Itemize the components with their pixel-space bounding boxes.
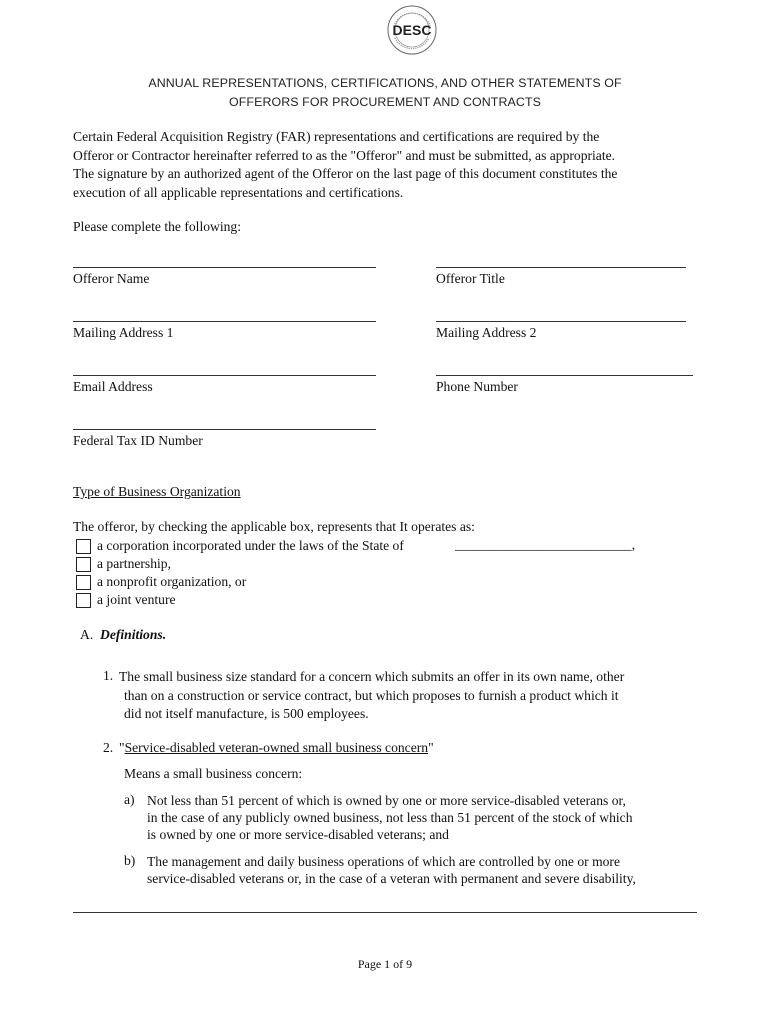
item-2-means: Means a small business concern: [124,766,303,781]
item-1-number: 1. [103,668,114,683]
section-a-title: Definitions. [100,627,167,642]
nonprofit-checkbox[interactable] [76,575,91,590]
item-2-number: 2. [103,740,114,755]
item-2b-text [147,853,707,887]
mailing-address-1-line[interactable] [73,321,376,322]
item-2a-marker: a) [124,792,135,807]
option-nonprofit [76,573,246,591]
mailing-address-2-label: Mailing Address 2 [436,325,537,340]
email-address-line[interactable] [73,375,376,376]
logo-text: DESC [392,22,432,38]
document-title-line-2: OFFERORS FOR PROCUREMENT AND CONTRACTS [229,95,541,109]
desc-logo [386,4,438,56]
item-1-line: did not itself manufacture, is 500 employees. [124,706,369,721]
partnership-checkbox[interactable] [76,557,91,572]
intro-line: Offeror or Contractor hereinafter referred to as the "Offeror" and must be submitted, as appropriate. [73,147,616,163]
intro-line: execution of all applicable representations and certifications. [73,184,404,200]
offeror-title-line[interactable] [436,267,686,268]
nonprofit-label: a nonprofit organization, or [97,574,247,589]
federal-tax-id-line[interactable] [73,429,376,430]
business-org-heading: Type of Business Organization [73,484,241,499]
item-1-text [119,668,709,724]
option-partnership [76,555,171,573]
phone-number-line[interactable] [436,375,693,376]
item-2-heading [119,740,434,756]
footer-rule [73,912,697,913]
complete-prompt: Please complete the following: [73,219,241,234]
item-2b-line: The management and daily business operations of which are controlled by one or more [147,854,620,869]
item-2a-text [147,792,707,843]
intro-line: The signature by an authorized agent of the Offeror on the last page of this document constitutes the [73,166,618,181]
offeror-name-label: Offeror Name [73,271,150,286]
item-2a-line: is owned by one or more service-disabled veterans; and [147,827,449,842]
corporation-label: a corporation incorporated under the laws of the State of [97,538,404,553]
item-2b-marker: b) [124,853,136,868]
joint-venture-checkbox[interactable] [76,593,91,608]
mailing-address-1-label: Mailing Address 1 [73,325,174,340]
item-1-line: The small business size standard for a concern which submits an offer in its own name, other [119,669,625,684]
state-blank[interactable]: __________________________, [455,537,636,552]
item-2a-line: in the case of any publicly owned business, not less than 51 percent of the stock of which [147,810,633,825]
offeror-name-line[interactable] [73,267,376,268]
section-a-marker: A. [80,627,94,642]
intro-line: Certain Federal Acquisition Registry (FAR) representations and certifications are required by the [73,129,600,144]
corporation-checkbox[interactable] [76,539,91,554]
page-number: Page 1 of 9 [357,957,413,971]
offeror-title-label: Offeror Title [436,271,505,286]
mailing-address-2-line[interactable] [436,321,686,322]
phone-number-label: Phone Number [436,379,518,394]
document-title-line-1: ANNUAL REPRESENTATIONS, CERTIFICATIONS, AND OTHER STATEMENTS OF [148,76,622,90]
joint-venture-label: a joint venture [97,592,176,607]
item-2b-line: service-disabled veterans or, in the case of a veteran with permanent and severe disability, [147,871,636,886]
partnership-label: a partnership, [97,556,171,571]
option-corporation [76,537,404,555]
intro-paragraph [73,128,703,202]
business-org-intro: The offeror, by checking the applicable box, represents that It operates as: [73,519,475,534]
item-2a-line: Not less than 51 percent of which is owned by one or more service-disabled veterans or, [147,793,626,808]
quote-open: " [119,740,125,755]
item-2-term: Service-disabled veteran-owned small business concern [124,740,429,755]
federal-tax-id-label: Federal Tax ID Number [73,433,203,448]
option-joint-venture [76,591,176,609]
email-address-label: Email Address [73,379,153,394]
quote-close: " [428,740,434,755]
item-1-line: than on a construction or service contract, but which proposes to furnish a product which it [124,687,619,703]
